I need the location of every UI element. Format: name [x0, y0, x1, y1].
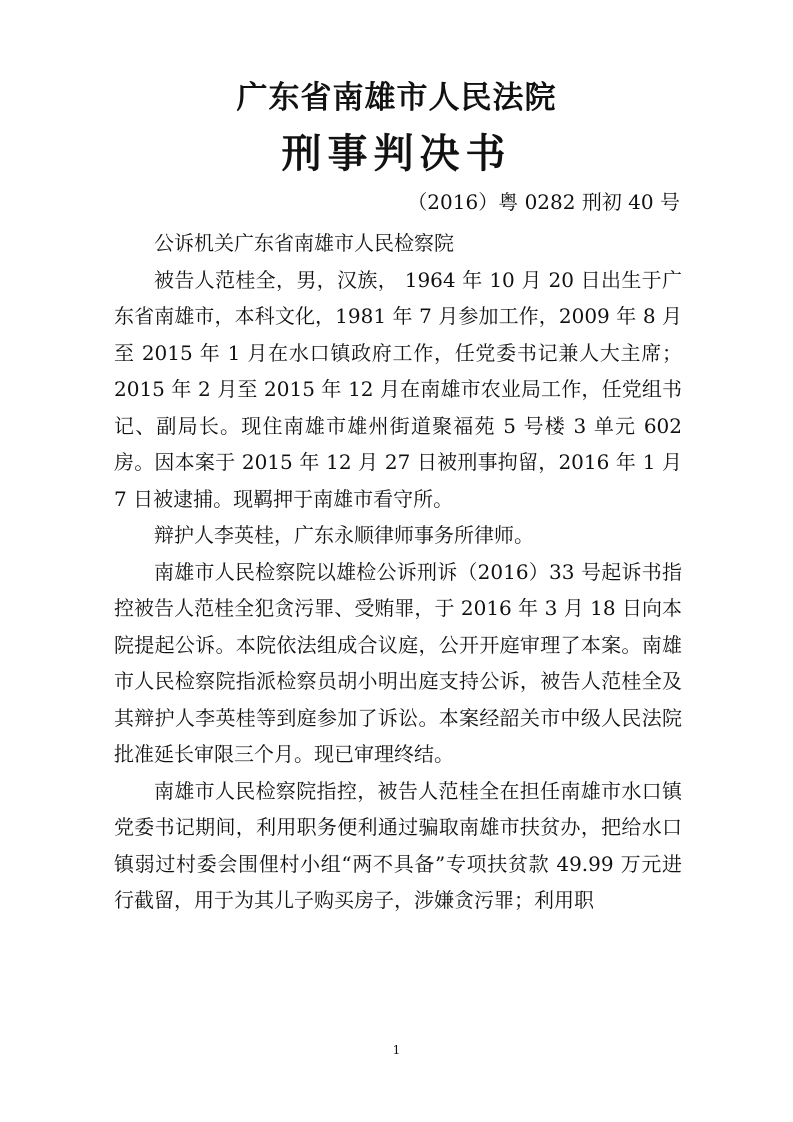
document-title: 刑事判决书: [281, 131, 512, 177]
court-name: 广东省南雄市人民法院: [236, 80, 557, 116]
charges-paragraph: 南雄市人民检察院指控，被告人范桂全在担任南雄市水口镇党委书记期间，利用职务便利通过骗取南雄市扶贫办，把给水口镇弱过村委会围俚村小组“两不具备”专项扶贫款 49.99 万元进行截留，用于为其儿子购买房子，涉嫌贪污罪；利用职: [114, 778, 682, 912]
defendant-paragraph: 被告人范桂全，男，汉族， 1964 年 10 月 20 日出生于广东省南雄市，本科文化，1981 年 7 月参加工作，2009 年 8 月至 2015 年 1 月在水口镇政府工作，任党委书记兼人大主席；2015 年 2 月至 2015 年 12 月在南雄市农业局工作，任党组书记、副局长。现住南雄市雄州街道聚福苑 5 号楼 3 单元 602 房。因本案于 2015 年 12 月 27 日被刑事拘留，2016 年 1 月 7 日被逮捕。现羁押于南雄市看守所。: [114, 267, 682, 511]
page-number: 1: [392, 1043, 401, 1057]
document-body: [114, 225, 682, 919]
prosecutor-paragraph: 公诉机关广东省南雄市人民检察院: [154, 231, 454, 255]
case-number: （2016）粤 0282 刑初 40 号: [407, 190, 680, 214]
defense-counsel-paragraph: 辩护人李英桂，广东永顺律师事务所律师。: [154, 523, 534, 547]
procedure-paragraph: 南雄市人民检察院以雄检公诉刑诉（2016）33 号起诉书指控被告人范桂全犯贪污罪、受贿罪，于 2016 年 3 月 18 日向本院提起公诉。本院依法组成合议庭，公开开庭审理了本案。南雄市人民检察院指派检察员胡小明出庭支持公诉，被告人范桂全及其辩护人李英桂等到庭参加了诉讼。本案经韶关市中级人民法院批准延长审限三个月。现已审理终结。: [114, 559, 682, 766]
